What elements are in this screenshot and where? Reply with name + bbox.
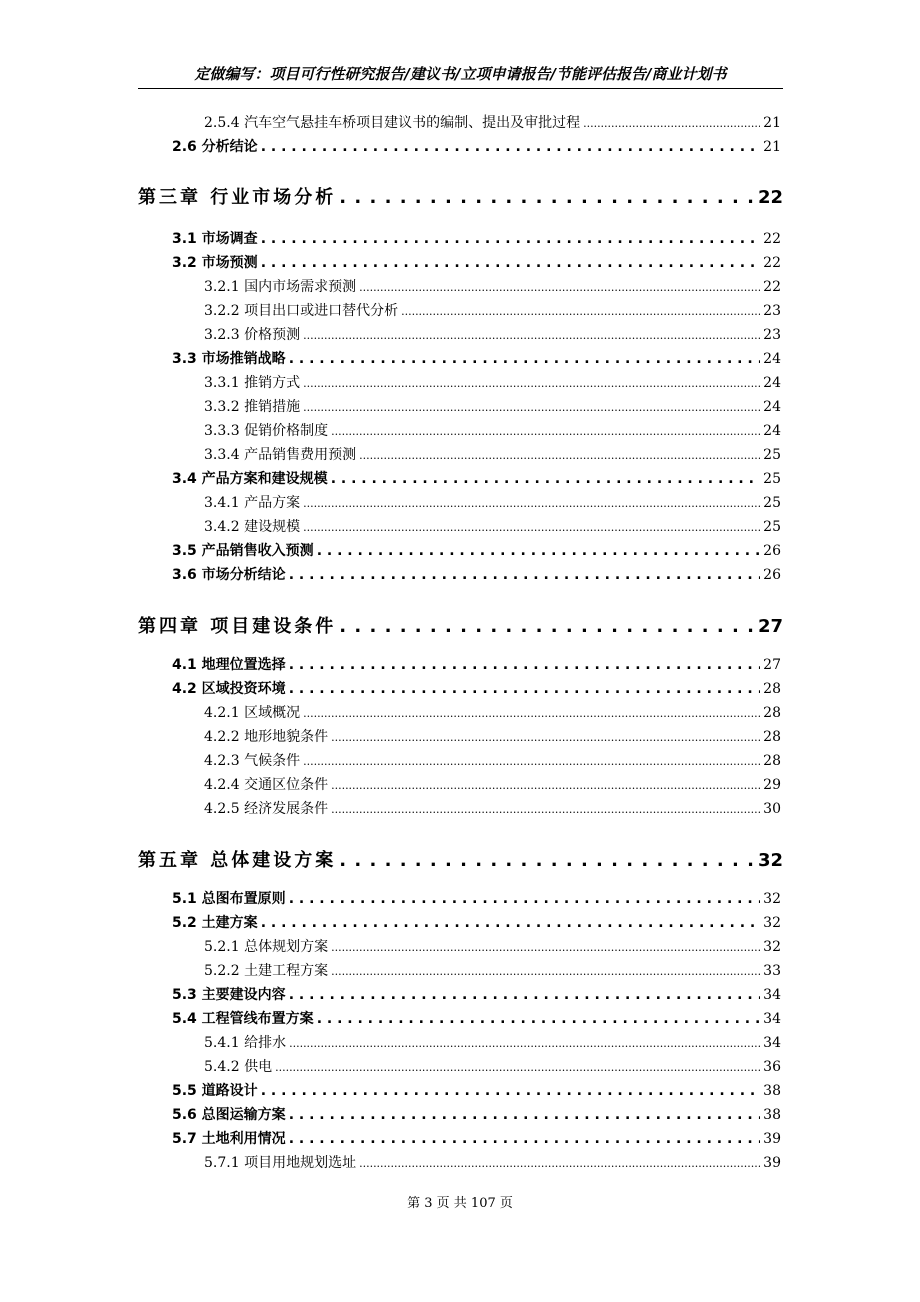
toc-entry-page-number: 38 xyxy=(763,1083,781,1099)
toc-entry-page-number: 39 xyxy=(763,1131,781,1147)
toc-entry-sub[interactable] xyxy=(204,300,781,322)
toc-entry-sub[interactable] xyxy=(204,726,781,748)
toc-dot-leader xyxy=(339,850,755,871)
toc-dot-leader xyxy=(289,657,760,673)
toc-dot-leader xyxy=(261,139,760,155)
toc-entry-page-number: 22 xyxy=(763,255,781,271)
toc-entry-page-number: 25 xyxy=(763,447,781,463)
toc-entry-page-number: 24 xyxy=(763,351,781,367)
toc-entry-page-number: 24 xyxy=(763,399,781,415)
toc-entry-label: 5.3 主要建设内容 xyxy=(172,987,286,1003)
running-header: 定做编写：项目可行性研究报告/建议书/立项申请报告/节能评估报告/商业计划书 xyxy=(194,65,727,83)
toc-entry-sub[interactable] xyxy=(204,492,781,514)
toc-dot-leader xyxy=(331,939,760,955)
toc-entry-label: 3.1 市场调查 xyxy=(172,231,258,247)
toc-entry-page-number: 33 xyxy=(763,963,781,979)
toc-entry-page-number: 22 xyxy=(763,279,781,295)
toc-entry-page-number: 23 xyxy=(763,303,781,319)
toc-dot-leader xyxy=(289,351,760,367)
toc-dot-leader xyxy=(289,1107,760,1123)
toc-entry-sub[interactable] xyxy=(204,444,781,466)
toc-entry-label: 5.1 总图布置原则 xyxy=(172,891,286,907)
toc-entry-sub[interactable] xyxy=(204,774,781,796)
toc-entry-page-number: 28 xyxy=(763,753,781,769)
toc-entry-page-number: 25 xyxy=(763,519,781,535)
toc-entry-section[interactable] xyxy=(172,564,781,586)
toc-entry-section[interactable] xyxy=(172,348,781,370)
toc-entry-sub[interactable] xyxy=(204,1056,781,1078)
toc-entry-label: 4.2.3 气候条件 xyxy=(204,753,301,769)
toc-entry-section[interactable] xyxy=(172,1104,781,1126)
toc-entry-sub[interactable] xyxy=(204,420,781,442)
toc-entry-label: 3.4 产品方案和建设规模 xyxy=(172,471,328,487)
toc-dot-leader xyxy=(289,567,760,583)
toc-entry-label: 3.2.3 价格预测 xyxy=(204,327,301,343)
toc-entry-label: 3.3.1 推销方式 xyxy=(204,375,301,391)
toc-entry-label: 2.6 分析结论 xyxy=(172,139,258,155)
toc-entry-label: 5.4.2 供电 xyxy=(204,1059,273,1075)
toc-dot-leader xyxy=(583,115,760,131)
toc-entry-chapter[interactable] xyxy=(138,612,783,638)
toc-dot-leader xyxy=(289,1131,760,1147)
toc-entry-sub[interactable] xyxy=(204,516,781,538)
toc-entry-label: 5.4 工程管线布置方案 xyxy=(172,1011,314,1027)
toc-entry-section[interactable] xyxy=(172,654,781,676)
toc-entry-sub[interactable] xyxy=(204,960,781,982)
toc-entry-sub[interactable] xyxy=(204,112,781,134)
toc-entry-page-number: 28 xyxy=(763,705,781,721)
toc-entry-page-number: 39 xyxy=(763,1155,781,1171)
toc-entry-label: 5.7 土地利用情况 xyxy=(172,1131,286,1147)
toc-dot-leader xyxy=(339,616,755,637)
toc-entry-chapter[interactable] xyxy=(138,183,783,209)
toc-entry-sub[interactable] xyxy=(204,936,781,958)
toc-dot-leader xyxy=(261,255,760,271)
toc-dot-leader xyxy=(303,753,760,769)
toc-entry-page-number: 24 xyxy=(763,423,781,439)
toc-entry-label: 3.3 市场推销战略 xyxy=(172,351,286,367)
toc-entry-label: 3.3.3 促销价格制度 xyxy=(204,423,329,439)
toc-entry-page-number: 24 xyxy=(763,375,781,391)
toc-entry-sub[interactable] xyxy=(204,702,781,724)
toc-entry-label: 3.3.4 产品销售费用预测 xyxy=(204,447,357,463)
toc-entry-label: 3.5 产品销售收入预测 xyxy=(172,543,314,559)
toc-entry-label: 4.2 区域投资环境 xyxy=(172,681,286,697)
toc-dot-leader xyxy=(303,495,760,511)
toc-entry-section[interactable] xyxy=(172,1080,781,1102)
toc-entry-section[interactable] xyxy=(172,984,781,1006)
toc-dot-leader xyxy=(331,963,760,979)
toc-entry-sub[interactable] xyxy=(204,798,781,820)
toc-entry-section[interactable] xyxy=(172,1008,781,1030)
toc-dot-leader xyxy=(261,915,760,931)
toc-entry-page-number: 32 xyxy=(763,891,781,907)
toc-entry-section[interactable] xyxy=(172,252,781,274)
toc-dot-leader xyxy=(359,1155,760,1171)
toc-dot-leader xyxy=(261,231,760,247)
toc-entry-page-number: 27 xyxy=(757,616,783,637)
toc-dot-leader xyxy=(401,303,760,319)
toc-dot-leader xyxy=(359,279,760,295)
toc-entry-page-number: 22 xyxy=(763,231,781,247)
toc-entry-section[interactable] xyxy=(172,468,781,490)
toc-entry-page-number: 28 xyxy=(763,729,781,745)
toc-entry-page-number: 26 xyxy=(763,567,781,583)
toc-entry-label: 5.5 道路设计 xyxy=(172,1083,258,1099)
toc-entry-sub[interactable] xyxy=(204,396,781,418)
toc-entry-label: 4.1 地理位置选择 xyxy=(172,657,286,673)
toc-entry-section[interactable] xyxy=(172,1128,781,1150)
toc-entry-label: 3.4.2 建设规模 xyxy=(204,519,301,535)
toc-entry-section[interactable] xyxy=(172,136,781,158)
toc-dot-leader xyxy=(303,375,760,391)
toc-entry-section[interactable] xyxy=(172,540,781,562)
toc-entry-section[interactable] xyxy=(172,228,781,250)
toc-entry-section[interactable] xyxy=(172,888,781,910)
toc-entry-sub[interactable] xyxy=(204,750,781,772)
toc-entry-section[interactable] xyxy=(172,912,781,934)
toc-dot-leader xyxy=(303,519,760,535)
toc-entry-sub[interactable] xyxy=(204,276,781,298)
toc-entry-sub[interactable] xyxy=(204,1152,781,1174)
toc-entry-page-number: 36 xyxy=(763,1059,781,1075)
toc-entry-label: 5.4.1 给排水 xyxy=(204,1035,287,1051)
toc-dot-leader xyxy=(331,423,760,439)
toc-entry-sub[interactable] xyxy=(204,1032,781,1054)
toc-entry-label: 3.2 市场预测 xyxy=(172,255,258,271)
toc-dot-leader xyxy=(331,777,760,793)
toc-entry-label: 第三章 行业市场分析 xyxy=(138,187,337,208)
toc-dot-leader xyxy=(303,399,760,415)
toc-dot-leader xyxy=(261,1083,760,1099)
toc-dot-leader xyxy=(289,891,760,907)
toc-entry-page-number: 25 xyxy=(763,471,781,487)
toc-entry-label: 4.2.4 交通区位条件 xyxy=(204,777,329,793)
toc-dot-leader xyxy=(317,543,760,559)
toc-entry-label: 5.7.1 项目用地规划选址 xyxy=(204,1155,357,1171)
toc-entry-page-number: 26 xyxy=(763,543,781,559)
toc-dot-leader xyxy=(339,187,755,208)
toc-entry-page-number: 32 xyxy=(763,915,781,931)
toc-dot-leader xyxy=(303,705,760,721)
toc-entry-chapter[interactable] xyxy=(138,846,783,872)
toc-entry-label: 2.5.4 汽车空气悬挂车桥项目建议书的编制、提出及审批过程 xyxy=(204,115,581,131)
toc-dot-leader xyxy=(317,1011,760,1027)
toc-entry-page-number: 21 xyxy=(763,115,781,131)
toc-entry-label: 5.2 土建方案 xyxy=(172,915,258,931)
toc-dot-leader xyxy=(359,447,760,463)
toc-entry-page-number: 22 xyxy=(757,187,783,208)
toc-entry-page-number: 27 xyxy=(763,657,781,673)
toc-dot-leader xyxy=(275,1059,760,1075)
toc-entry-label: 4.2.1 区域概况 xyxy=(204,705,301,721)
toc-entry-page-number: 34 xyxy=(763,1035,781,1051)
toc-entry-page-number: 38 xyxy=(763,1107,781,1123)
toc-entry-label: 4.2.2 地形地貌条件 xyxy=(204,729,329,745)
toc-entry-label: 3.3.2 推销措施 xyxy=(204,399,301,415)
toc-entry-page-number: 30 xyxy=(763,801,781,817)
toc-entry-sub[interactable] xyxy=(204,324,781,346)
toc-entry-page-number: 25 xyxy=(763,495,781,511)
toc-entry-section[interactable] xyxy=(172,678,781,700)
toc-dot-leader xyxy=(331,801,760,817)
toc-entry-page-number: 23 xyxy=(763,327,781,343)
toc-entry-page-number: 21 xyxy=(763,139,781,155)
toc-entry-page-number: 28 xyxy=(763,681,781,697)
toc-entry-label: 3.6 市场分析结论 xyxy=(172,567,286,583)
toc-entry-label: 3.2.2 项目出口或进口替代分析 xyxy=(204,303,399,319)
toc-entry-label: 5.6 总图运输方案 xyxy=(172,1107,286,1123)
toc-dot-leader xyxy=(331,471,760,487)
toc-entry-label: 4.2.5 经济发展条件 xyxy=(204,801,329,817)
toc-entry-label: 第五章 总体建设方案 xyxy=(138,850,337,871)
toc-entry-label: 3.2.1 国内市场需求预测 xyxy=(204,279,357,295)
toc-entry-sub[interactable] xyxy=(204,372,781,394)
toc-entry-page-number: 32 xyxy=(763,939,781,955)
toc-entry-label: 3.4.1 产品方案 xyxy=(204,495,301,511)
page-footer: 第 3 页 共 107 页 xyxy=(407,1196,513,1211)
toc-entry-page-number: 34 xyxy=(763,987,781,1003)
toc-entry-page-number: 34 xyxy=(763,1011,781,1027)
toc-dot-leader xyxy=(331,729,760,745)
toc-dot-leader xyxy=(289,987,760,1003)
toc-entry-label: 5.2.2 土建工程方案 xyxy=(204,963,329,979)
toc-dot-leader xyxy=(289,681,760,697)
toc-entry-label: 第四章 项目建设条件 xyxy=(138,616,337,637)
toc-dot-leader xyxy=(289,1035,760,1051)
toc-entry-page-number: 29 xyxy=(763,777,781,793)
toc-entry-page-number: 32 xyxy=(757,850,783,871)
toc-entry-label: 5.2.1 总体规划方案 xyxy=(204,939,329,955)
toc-dot-leader xyxy=(303,327,760,343)
